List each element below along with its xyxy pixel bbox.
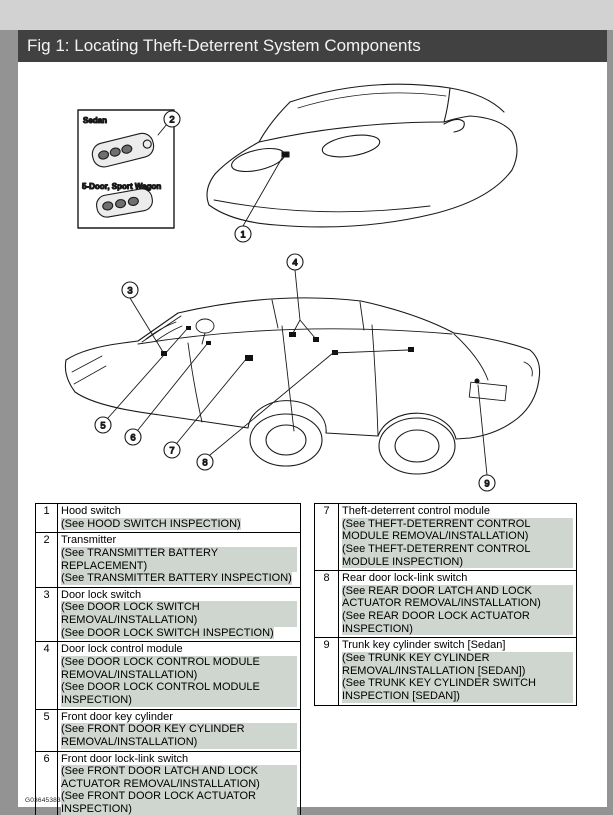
item-references — [61, 547, 297, 585]
trunk-key-cylinder-mark — [475, 379, 480, 384]
item-number: 9 — [315, 638, 339, 705]
svg-text:8: 8 — [202, 457, 208, 469]
see-reference-link[interactable]: (See FRONT DOOR LATCH AND LOCK ACTUATOR REMOVAL/INSTALLATION) — [61, 765, 297, 790]
callout-8-leader — [210, 350, 408, 455]
item-number: 6 — [36, 751, 58, 815]
see-reference-link[interactable]: (See DOOR LOCK SWITCH REMOVAL/INSTALLATION) — [61, 601, 297, 626]
item-name: Transmitter — [61, 534, 117, 547]
callout-5-marker — [95, 417, 111, 433]
item-number: 7 — [315, 504, 339, 571]
legend-row-8 — [315, 571, 577, 638]
item-name: Front door lock-link switch — [61, 752, 189, 765]
see-reference-link[interactable]: (See TRANSMITTER BATTERY INSPECTION) — [61, 572, 292, 585]
item-number: 5 — [36, 709, 58, 751]
taillight — [524, 362, 532, 376]
see-reference-link[interactable]: (See TRUNK KEY CYLINDER REMOVAL/INSTALLATION [SEDAN]) — [342, 652, 573, 677]
legend-row-6 — [36, 751, 301, 815]
legend-row-3 — [36, 587, 301, 642]
legend-row-4 — [36, 642, 301, 709]
item-references — [61, 601, 297, 639]
hood-switch-mark — [282, 152, 289, 157]
rear-wheel — [379, 418, 455, 474]
legend-area — [18, 503, 607, 815]
item-number: 4 — [36, 642, 58, 709]
see-reference-link[interactable]: (See REAR DOOR LOCK ACTUATOR INSPECTION) — [342, 610, 573, 635]
item-name: Rear door lock-link switch — [342, 572, 468, 585]
see-reference-link[interactable]: (See DOOR LOCK SWITCH INSPECTION) — [61, 626, 274, 639]
callout-1-leader — [243, 158, 282, 226]
item-name: Trunk key cylinder switch [Sedan] — [342, 639, 506, 652]
leader-lines — [108, 270, 487, 475]
item-number: 8 — [315, 571, 339, 638]
legend-row-7 — [315, 504, 577, 571]
legend-row-2 — [36, 533, 301, 588]
door-lock-module-mark — [289, 332, 296, 337]
legend-row-1 — [36, 504, 301, 533]
callout-8-marker — [197, 454, 213, 470]
callout-3-marker — [122, 282, 138, 298]
callout-7-marker — [164, 442, 180, 458]
legend-table-left — [35, 503, 301, 815]
see-reference-link[interactable]: (See REAR DOOR LATCH AND LOCK ACTUATOR REMOVAL/INSTALLATION) — [342, 585, 573, 610]
item-references — [61, 765, 297, 815]
components-diagram — [18, 62, 607, 503]
legend-row-5 — [36, 709, 301, 751]
legend-row-9 — [315, 638, 577, 705]
figure-id: G03645383 — [25, 797, 61, 804]
svg-text:9: 9 — [484, 478, 490, 490]
top-margin-strip — [0, 0, 613, 30]
item-name: Theft-deterrent control module — [342, 505, 490, 517]
headlight-right — [321, 132, 381, 161]
inset-label-sedan: Sedan — [83, 116, 108, 125]
steering-wheel — [196, 319, 214, 333]
item-number: 3 — [36, 587, 58, 642]
rear-lock-link-mark-2 — [408, 347, 414, 352]
item-references — [342, 585, 573, 636]
callout-6-marker — [125, 429, 141, 445]
item-references — [61, 656, 297, 707]
see-reference-link[interactable]: (See THEFT-DETERRENT CONTROL MODULE REMOVAL/INSTALLATION) — [342, 518, 573, 543]
transmitter-inset — [78, 110, 174, 228]
see-reference-link[interactable]: (See TRANSMITTER BATTERY REPLACEMENT) — [61, 547, 297, 572]
callout-4-leader — [293, 270, 315, 338]
inset-label-wagon: 5-Door, Sport Wagon — [82, 182, 162, 191]
item-references — [61, 518, 297, 531]
item-references — [342, 518, 573, 569]
svg-text:1: 1 — [240, 229, 246, 241]
legend-table-right — [314, 503, 577, 706]
item-name: Door lock control module — [61, 643, 183, 656]
see-reference-link[interactable]: (See THEFT-DETERRENT CONTROL MODULE INSPECTION) — [342, 543, 573, 568]
trunk-cut-line — [454, 334, 488, 380]
diagram-area — [18, 62, 607, 503]
callout-4-marker — [287, 254, 303, 270]
see-reference-link[interactable]: (See HOOD SWITCH INSPECTION) — [61, 517, 241, 530]
manual-page — [18, 30, 607, 815]
see-reference-link[interactable]: (See FRONT DOOR LOCK ACTUATOR INSPECTION) — [61, 790, 297, 815]
svg-text:6: 6 — [130, 432, 136, 444]
item-name: Door lock switch — [61, 588, 142, 601]
item-references — [61, 723, 297, 748]
svg-text:3: 3 — [127, 285, 133, 297]
item-name: Front door key cylinder — [61, 710, 173, 723]
callout-1-marker — [235, 226, 251, 242]
callout-9-marker — [479, 475, 495, 491]
see-reference-link[interactable]: (See DOOR LOCK CONTROL MODULE REMOVAL/INSTALLATION) — [61, 656, 297, 681]
see-reference-link[interactable]: (See TRUNK KEY CYLINDER SWITCH INSPECTION [SEDAN]) — [342, 677, 573, 702]
item-number: 2 — [36, 533, 58, 588]
callout-3-leader — [130, 298, 163, 352]
front-wheel — [250, 414, 322, 466]
item-number: 1 — [36, 504, 58, 533]
callout-7-leader — [177, 358, 247, 443]
svg-text:4: 4 — [292, 257, 298, 269]
item-name: Hood switch — [61, 505, 121, 517]
callout-2-marker — [164, 111, 180, 127]
svg-text:2: 2 — [169, 114, 175, 126]
item-references — [342, 652, 573, 703]
door-lock-module-mark-2 — [313, 337, 319, 342]
theft-module-mark — [245, 355, 253, 361]
figure-title-bar — [18, 30, 607, 62]
see-reference-link[interactable]: (See DOOR LOCK CONTROL MODULE INSPECTION) — [61, 681, 297, 706]
see-reference-link[interactable]: (See FRONT DOOR KEY CYLINDER REMOVAL/INSTALLATION) — [61, 723, 297, 748]
svg-text:5: 5 — [100, 420, 106, 432]
svg-text:7: 7 — [169, 445, 175, 457]
license-plate — [469, 382, 506, 401]
car-front-view — [207, 84, 517, 227]
headlight-left — [229, 144, 286, 176]
figure-title: Fig 1: Locating Theft-Deterrent System Components — [27, 36, 421, 55]
